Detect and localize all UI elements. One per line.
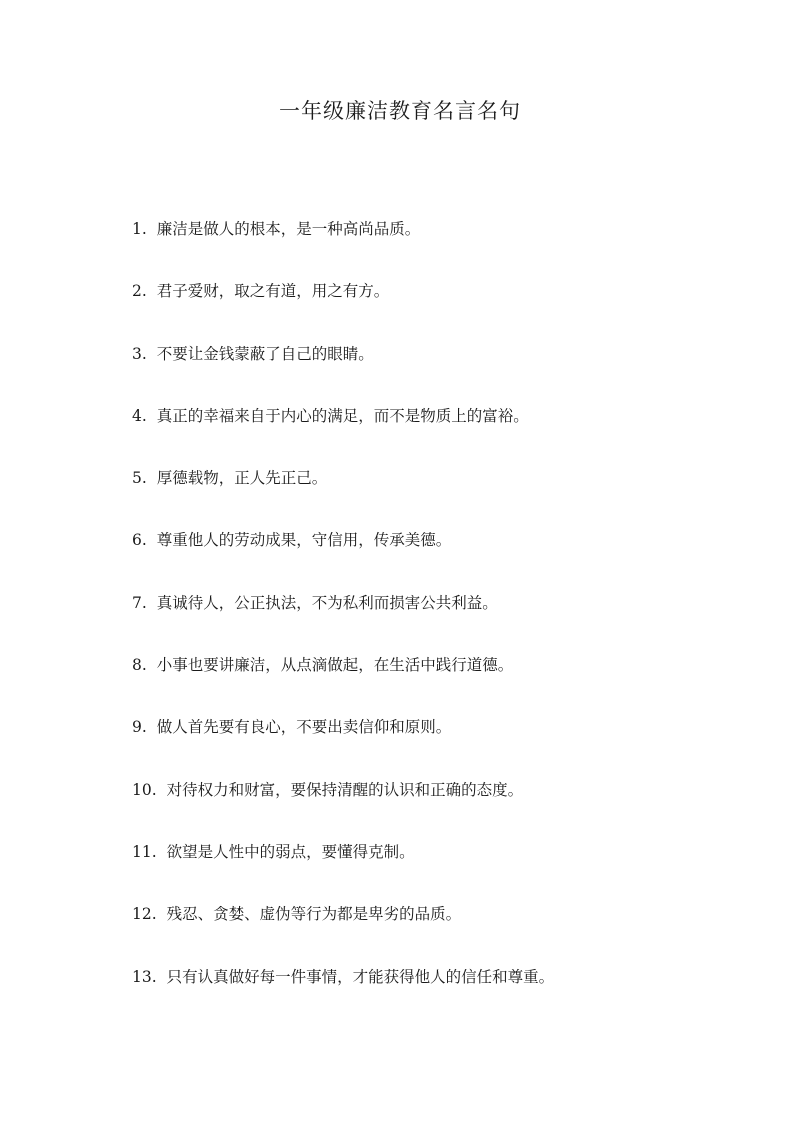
document-title: 一年级廉洁教育名言名句 bbox=[279, 99, 521, 123]
item-number: 13. bbox=[132, 967, 157, 986]
item-text: 只有认真做好每一件事情，才能获得他人的信任和尊重。 bbox=[166, 967, 555, 986]
item-number: 9. bbox=[132, 718, 147, 737]
item-text: 厚德载物，正人先正己。 bbox=[156, 469, 328, 488]
item-text: 真诚待人，公正执法，不为私利而损害公共利益。 bbox=[156, 593, 498, 612]
list-item bbox=[132, 278, 752, 340]
list-item bbox=[132, 901, 752, 963]
item-text: 残忍、贪婪、虚伪等行为都是卑劣的品质。 bbox=[166, 905, 462, 924]
item-number: 4. bbox=[132, 406, 147, 425]
item-number: 2. bbox=[132, 282, 147, 301]
item-number: 6. bbox=[132, 531, 147, 550]
item-number: 10. bbox=[132, 780, 157, 799]
list-item bbox=[132, 465, 752, 527]
item-number: 3. bbox=[132, 344, 147, 363]
list-item bbox=[132, 839, 752, 901]
item-number: 11. bbox=[132, 842, 157, 861]
item-text: 小事也要讲廉洁，从点滴做起，在生活中践行道德。 bbox=[156, 656, 514, 675]
list-item bbox=[132, 216, 752, 278]
item-number: 8. bbox=[132, 656, 147, 675]
item-text: 对待权力和财富，要保持清醒的认识和正确的态度。 bbox=[166, 780, 524, 799]
item-number: 7. bbox=[132, 593, 147, 612]
item-text: 真正的幸福来自于内心的满足，而不是物质上的富裕。 bbox=[156, 406, 529, 425]
item-text: 做人首先要有良心，不要出卖信仰和原则。 bbox=[156, 718, 452, 737]
item-text: 君子爱财，取之有道，用之有方。 bbox=[156, 282, 390, 301]
item-number: 1. bbox=[132, 220, 147, 238]
list-item bbox=[132, 403, 752, 465]
item-text: 尊重他人的劳动成果，守信用，传承美德。 bbox=[156, 531, 452, 550]
item-number: 5. bbox=[132, 469, 147, 488]
list-item bbox=[132, 652, 752, 714]
item-number: 12. bbox=[132, 905, 157, 924]
list-item bbox=[132, 527, 752, 589]
list-item bbox=[132, 964, 752, 1026]
item-text: 欲望是人性中的弱点，要懂得克制。 bbox=[166, 842, 415, 861]
list-item bbox=[132, 714, 752, 776]
list-item bbox=[132, 590, 752, 652]
item-text: 廉洁是做人的根本，是一种高尚品质。 bbox=[156, 220, 421, 238]
item-text: 不要让金钱蒙蔽了自己的眼睛。 bbox=[156, 344, 374, 363]
quote-list bbox=[132, 216, 752, 1026]
list-item bbox=[132, 341, 752, 403]
list-item bbox=[132, 777, 752, 839]
